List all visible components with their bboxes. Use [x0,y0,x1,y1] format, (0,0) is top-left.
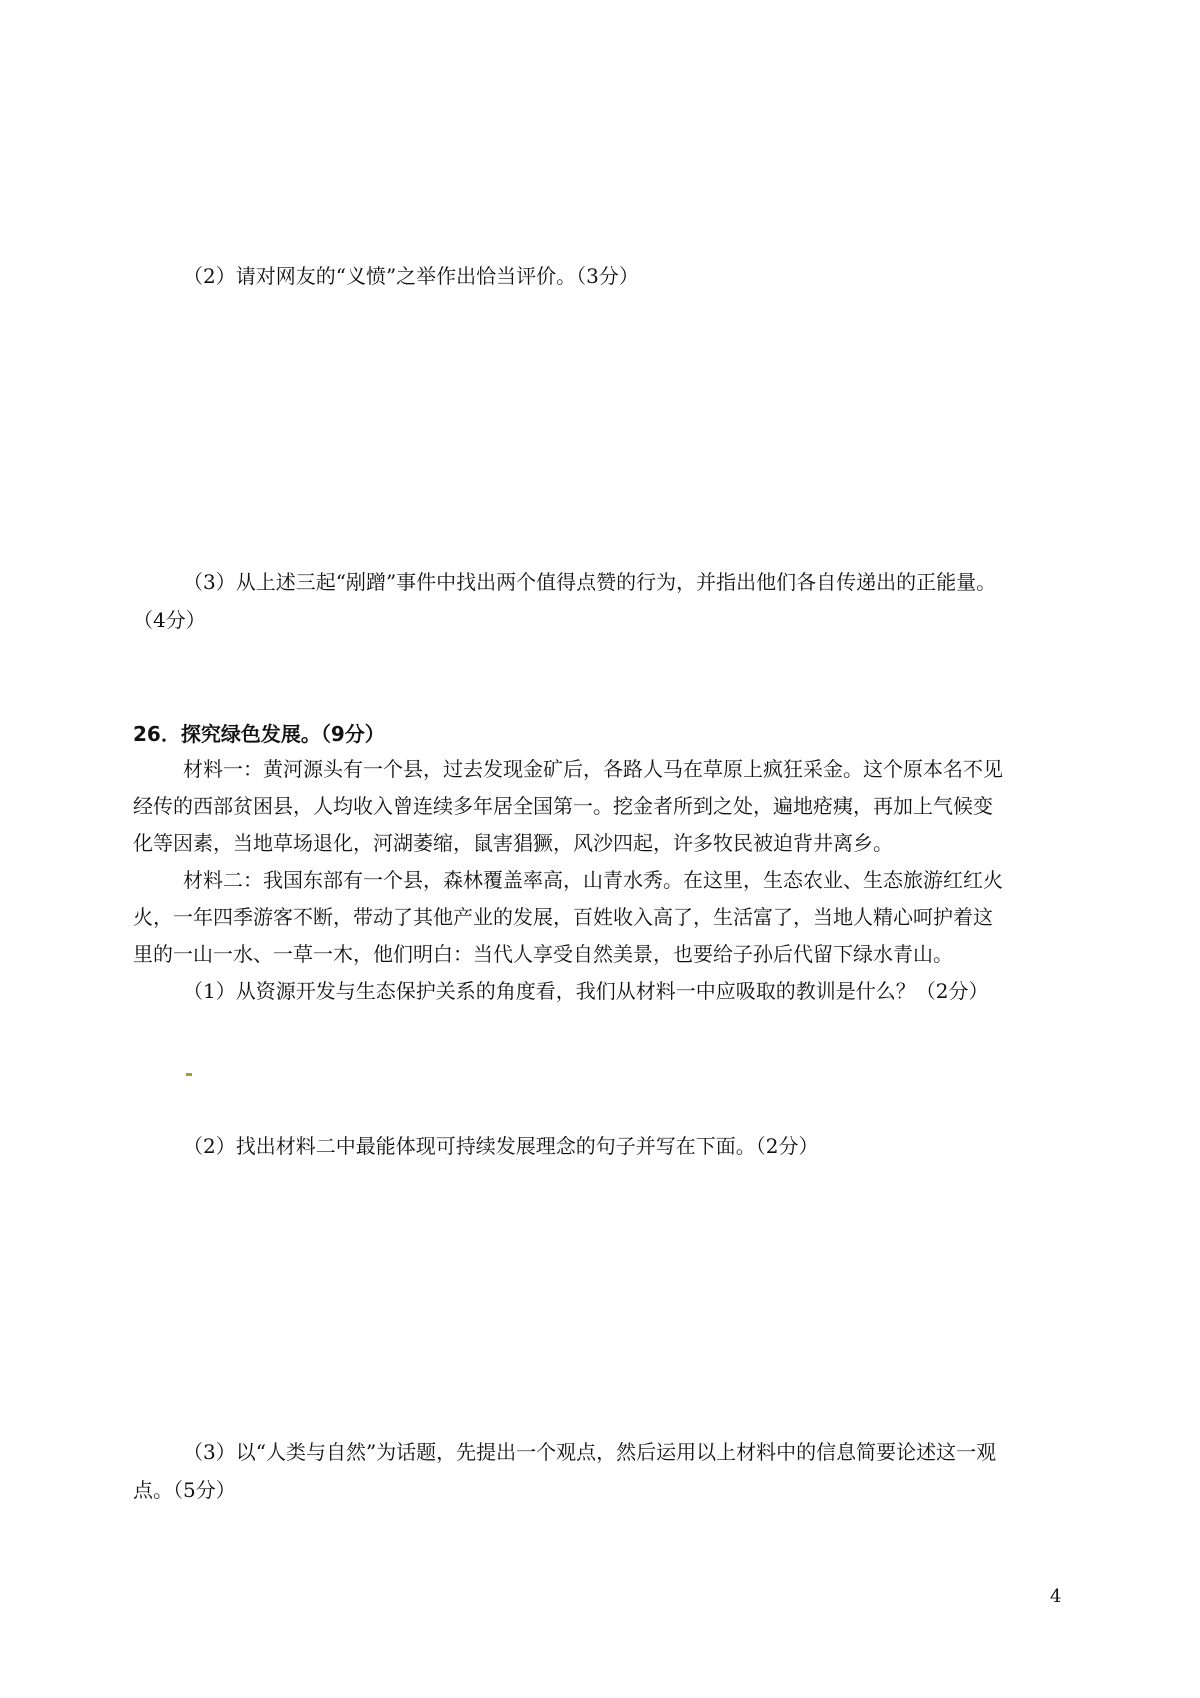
q26-part1: （1）从资源开发与生态保护关系的角度看，我们从材料一中应吸取的教训是什么？（2分） [183,979,989,1003]
page-number: 4 [1050,1586,1062,1607]
stray-mark [186,1073,192,1076]
q26-material2-line2: 火，一年四季游客不断，带动了其他产业的发展，百姓收入高了，生活富了，当地人精心呵护着这 [133,905,993,929]
q25-part3-line1: （3）从上述三起“剐蹭”事件中找出两个值得点赞的行为，并指出他们各自传递出的正能量。 [183,570,997,594]
q26-material1-line3: 化等因素，当地草场退化，河湖萎缩，鼠害猖獗，风沙四起，许多牧民被迫背井离乡。 [133,831,893,855]
q26-material2-line1: 材料二：我国东部有一个县，森林覆盖率高，山青水秀。在这里，生态农业、生态旅游红红火 [183,868,1003,892]
q26-part3-line1: （3）以“人类与自然”为话题，先提出一个观点，然后运用以上材料中的信息简要论述这一观 [183,1440,997,1464]
q26-heading: 26．探究绿色发展。（9分） [133,722,385,746]
q25-part3-line2: （4分） [133,608,206,632]
q26-part2: （2）找出材料二中最能体现可持续发展理念的句子并写在下面。（2分） [183,1134,819,1158]
q26-material1-line2: 经传的西部贫困县，人均收入曾连续多年居全国第一。挖金者所到之处，遍地疮痍，再加上气候变 [133,794,993,818]
q25-part2: （2）请对网友的“义愤”之举作出恰当评价。（3分） [183,264,639,288]
q26-part3-line2: 点。（5分） [133,1478,236,1502]
q26-material2-line3: 里的一山一水、一草一木，他们明白：当代人享受自然美景，也要给子孙后代留下绿水青山。 [133,942,953,966]
q26-material1-line1: 材料一：黄河源头有一个县，过去发现金矿后，各路人马在草原上疯狂采金。这个原本名不见 [183,757,1003,781]
